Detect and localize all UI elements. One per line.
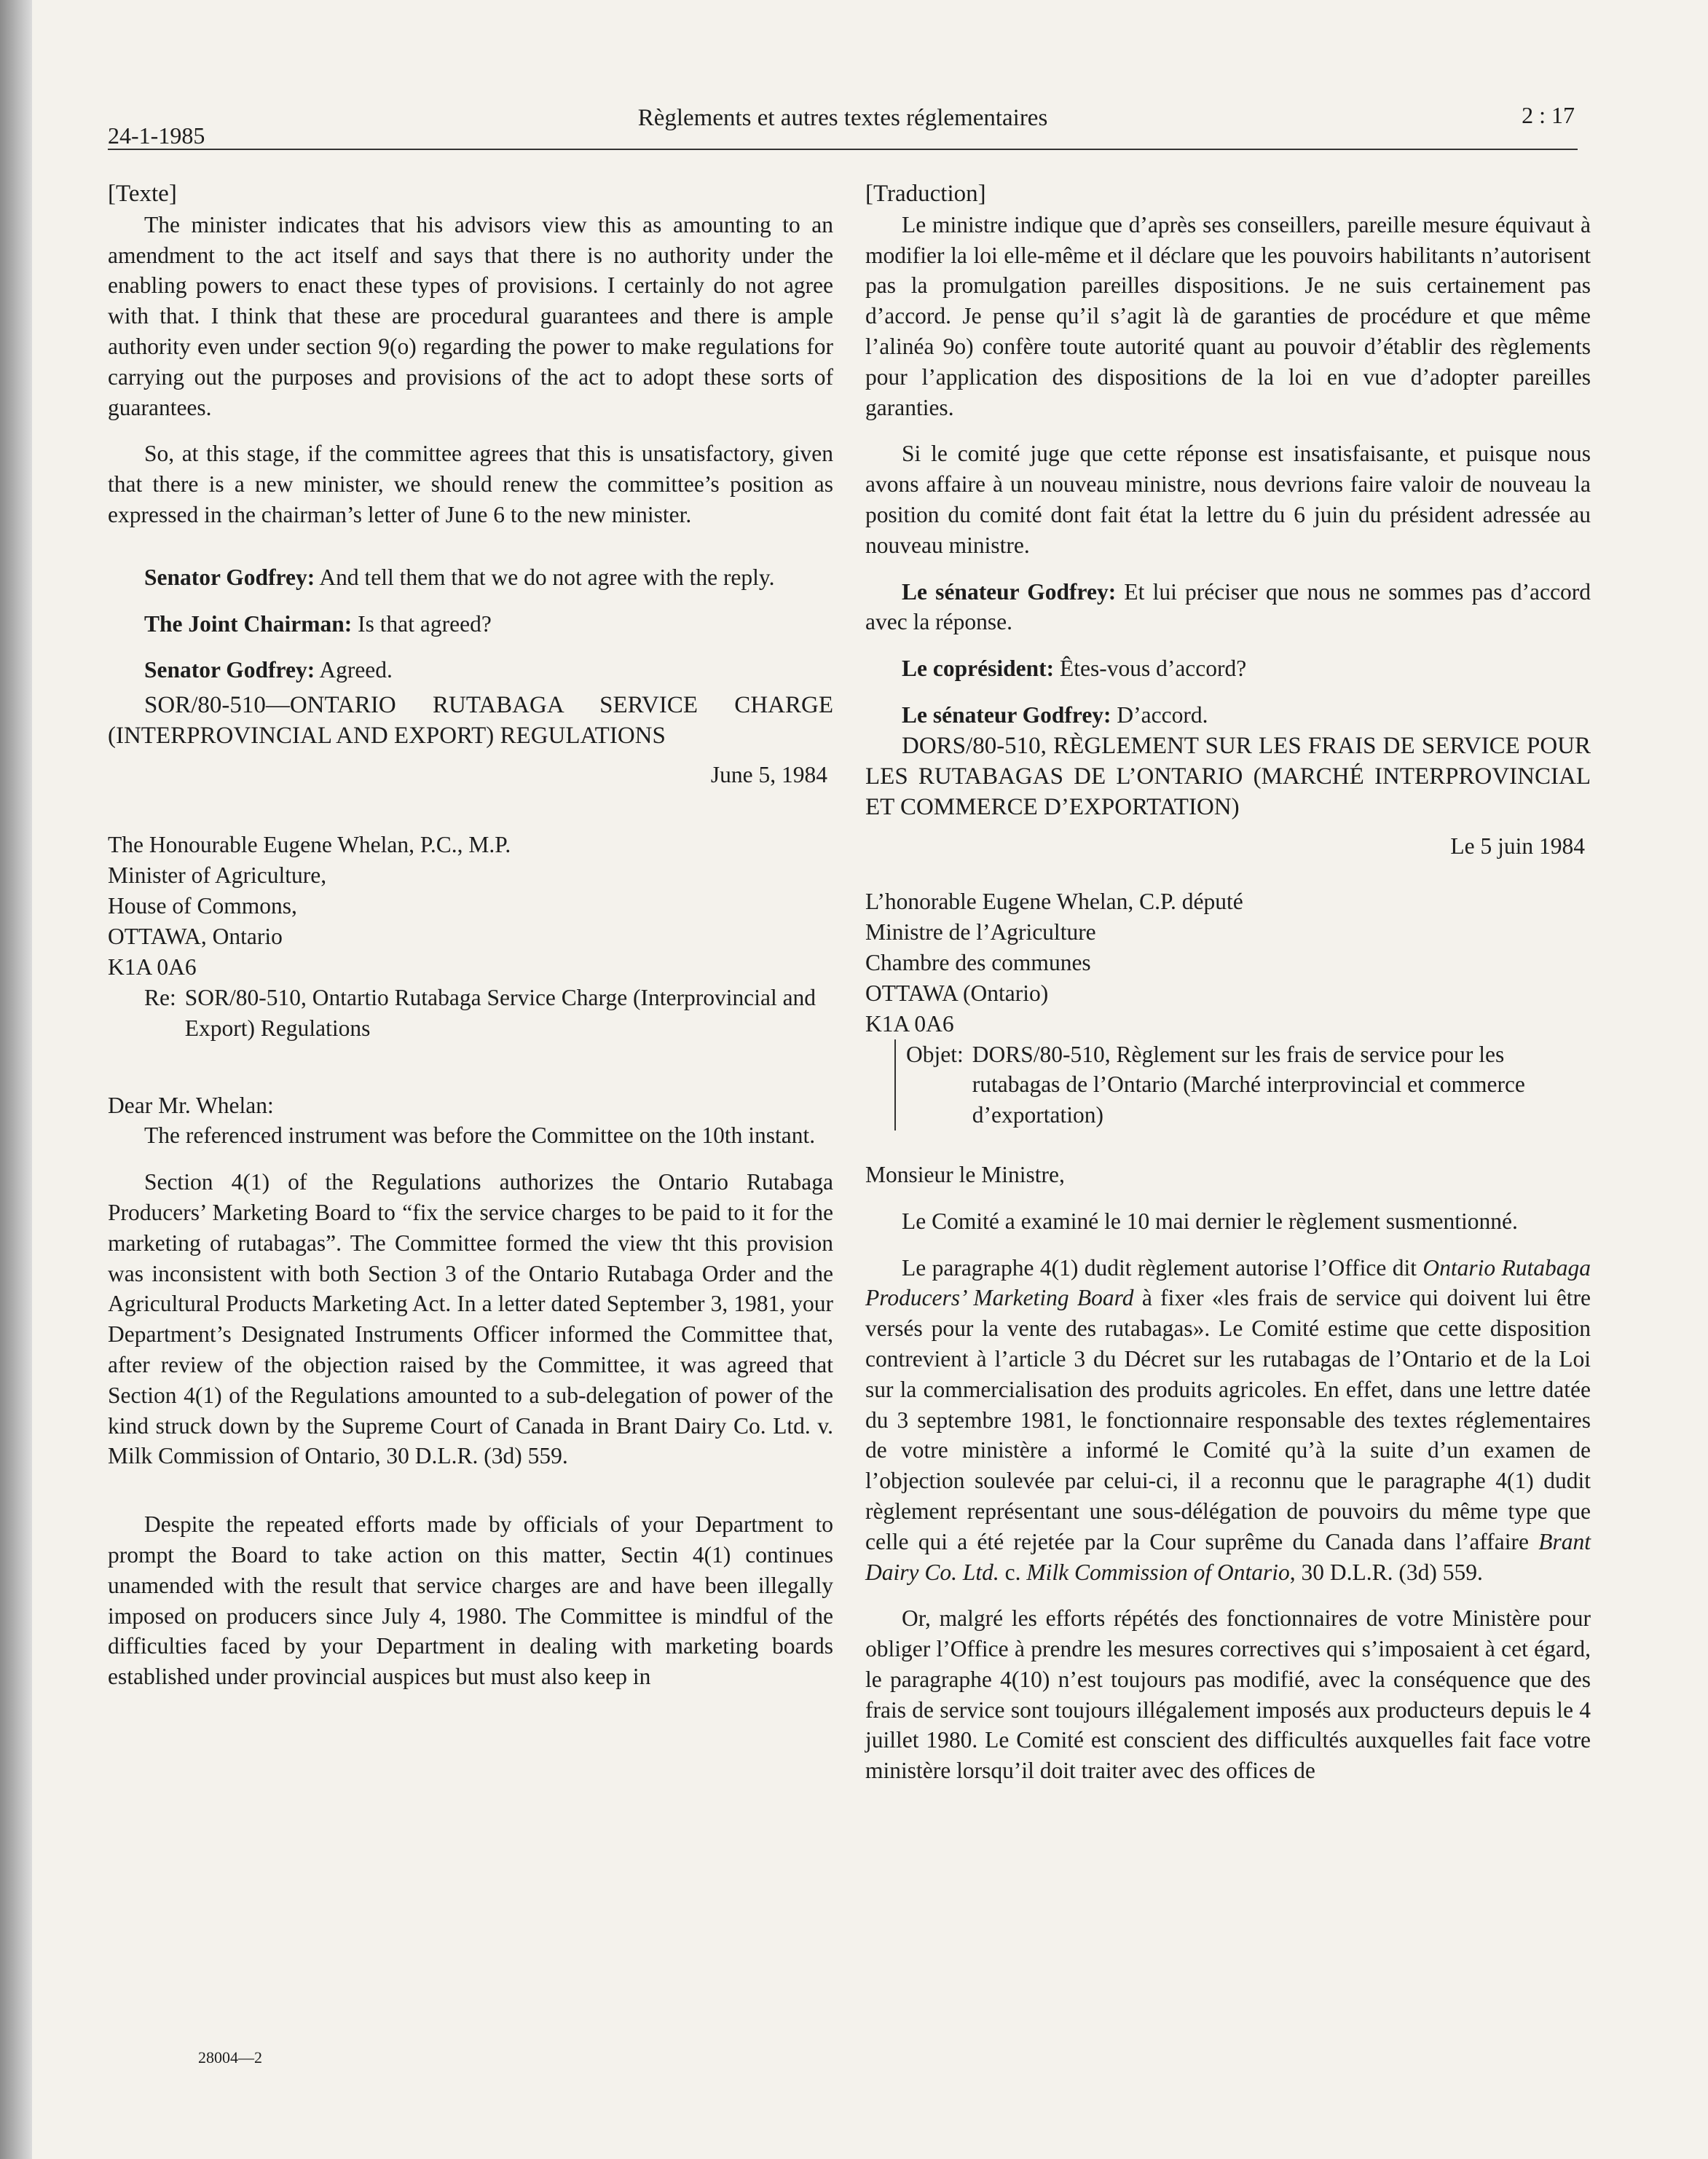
paragraph: The minister indicates that his advisors view this as amounting to an amendment to the act itself and says that there is no authority under the enabling powers to enact these types of provisions. I certainly do not agree with that. I think that these are procedural guarantees and there is ample authority even under section 9(o) regarding the power to make regulations for carrying out the purposes and provisions of the act to adopt these sorts of guarantees. — [108, 211, 833, 420]
header-date: 24-1-1985 — [108, 122, 205, 149]
address-block: The Honourable Eugene Whelan, P.C., M.P. Minister of Agriculture, House of Commons, OTTAWA, Ontario K1A 0A6 — [108, 831, 511, 980]
letter-date: June 5, 1984 — [710, 762, 827, 788]
speaker-line: Le sénateur Godfrey: D’accord. — [902, 701, 1208, 728]
subject-line: Objet: DORS/80-510, Règlement sur les frais de service pour les rutabagas de l’Ontario (Marché interprovincial et commerce d’exportation) — [894, 1039, 1591, 1130]
paragraph: Despite the repeated efforts made by officials of your Department to prompt the Board to take action on this matter, Sectin 4(1) continues unamended with the result that service charges are and have been illegally imposed on producers since July 4, 1980. The Committee is mindful of the difficulties faced by your Department in dealing with marketing boards established under provincial auspices but must also keep in — [108, 1511, 833, 1690]
salutation: Dear Mr. Whelan: — [108, 1092, 274, 1118]
paragraph: Or, malgré les efforts répétés des fonctionnaires de votre Ministère pour obliger l’Office à prendre les mesures correctives qui s’imposaient à cet égard, le paragraphe 4(10) n’est toujours pas modifié, avec la conséquence que des frais de service sont toujours illégalement imposés aux producteurs depuis le 4 juillet 1980. Le Comité est conscient des difficultés auxquelles fait face votre ministère lorsqu’il doit traiter avec des offices de — [865, 1605, 1591, 1784]
paragraph: Le paragraphe 4(1) dudit règlement autorise l’Office dit Ontario Rutabaga Producers’ Marketing Board à fixer «les frais de service qui doivent lui être versés pour la vente des rutabagas». Le Comité estime que cette disposition contrevient à l’article 3 du Décret sur les rutabagas de l’Ontario et de la Loi sur la commercialisation des produits agricoles. En effet, dans une lettre datée du 3 septembre 1981, le fonctionnaire responsable des textes réglementaires de votre ministère a informé le Comité qu’à la suite d’un examen de l’objection soulevée par celui-ci, il a reconnu que le paragraphe 4(1) dudit règlement représentant une sous-délégation de pouvoirs du même type que celle qui a été rejetée par la Cour suprême du Canada dans l’affaire Brant Dairy Co. Ltd. c. Milk Commission of Ontario, 30 D.L.R. (3d) 559. — [865, 1254, 1591, 1585]
address-block: L’honorable Eugene Whelan, C.P. député Ministre de l’Agriculture Chambre des communes OTTAWA (Ontario) K1A 0A6 — [865, 888, 1243, 1037]
speaker-name: Le coprésident: — [902, 656, 1055, 682]
letter-date: Le 5 juin 1984 — [1450, 833, 1585, 859]
paragraph: Si le comité juge que cette réponse est insatisfaisante, et puisque nous avons affaire à un nouveau ministre, nous devrions faire valoir de nouveau la position du comité dont fait état la lettre du 6 juin du président adressée au nouveau ministre. — [865, 441, 1591, 558]
speaker-line: Le sénateur Godfrey: Et lui préciser que nous ne sommes pas d’accord avec la réponse. — [865, 578, 1591, 635]
section-tag: [Traduction] — [865, 181, 986, 207]
speaker-name: Le sénateur Godfrey: — [902, 578, 1117, 605]
paragraph: Section 4(1) of the Regulations authorizes the Ontario Rutabaga Producers’ Marketing Board to “fix the service charges to be paid to it for the marketing of rutabagas”. The Committee formed the view tht this provision was inconsistent with both Section 3 of the Ontario Rutabaga Order and the Agricultural Products Marketing Act. In a letter dated September 3, 1981, your Department’s Designated Instruments Officer informed the Committee that, after review of the objection raised by the Committee, it was agreed that Section 4(1) of the Regulations amounted to a sub-delegation of power of the kind struck down by the Supreme Court of Canada in Brant Dairy Co. Ltd. v. Milk Commission of Ontario, 30 D.L.R. (3d) 559. — [108, 1169, 833, 1469]
speaker-line: Senator Godfrey: And tell them that we do not agree with the reply. — [144, 564, 775, 590]
speaker-name: Senator Godfrey: — [144, 657, 315, 683]
running-header — [108, 102, 1578, 150]
section-tag: [Texte] — [108, 181, 177, 207]
subject-line: Re: SOR/80-510, Ontartio Rutabaga Service Charge (Interprovincial and Export) Regulations — [144, 984, 816, 1041]
paragraph: Le Comité a examiné le 10 mai dernier le règlement susmentionné. — [902, 1208, 1518, 1234]
speaker-line: Senator Godfrey: Agreed. — [144, 657, 393, 683]
french-column — [865, 179, 1591, 1786]
speaker-line: Le coprésident: Êtes-vous d’accord? — [902, 656, 1247, 682]
section-heading: DORS/80-510, RÈGLEMENT SUR LES FRAIS DE SERVICE POUR LES RUTABAGAS DE L’ONTARIO (MARCHÉ INTERPROVINCIAL ET COMMERCE D’EXPORTATION) — [865, 732, 1591, 820]
speaker-name: Le sénateur Godfrey: — [902, 701, 1111, 728]
speaker-name: Senator Godfrey: — [144, 564, 315, 590]
footer-code: 28004—2 — [198, 2048, 262, 2066]
speaker-line: The Joint Chairman: Is that agreed? — [144, 610, 492, 637]
paragraph: The referenced instrument was before the Committee on the 10th instant. — [144, 1122, 816, 1149]
header-page-number: 2 : 17 — [1522, 102, 1575, 128]
section-heading: SOR/80-510—ONTARIO RUTABAGA SERVICE CHARGE (INTERPROVINCIAL AND EXPORT) REGULATIONS — [108, 692, 833, 750]
header-title: Règlements et autres textes réglementaires — [637, 105, 1048, 131]
binding-edge — [0, 0, 32, 2159]
speaker-name: The Joint Chairman: — [144, 610, 353, 637]
paragraph: So, at this stage, if the committee agrees that this is unsatisfactory, given that there is a new minister, we should renew the committee’s position as expressed in the chairman’s letter of June 6 to the new minister. — [108, 441, 833, 527]
english-column — [108, 179, 833, 1692]
salutation: Monsieur le Ministre, — [865, 1161, 1065, 1187]
paragraph: Le ministre indique que d’après ses conseillers, pareille mesure équivaut à modifier la loi elle-même et il déclare que les pouvoirs habilitants n’autorisent pas la promulgation pareilles dispositions. Je ne suis certainement pas d’accord. Je pense qu’il s’agit là de garanties de procédure et que même l’alinéa 9o) confère toute autorité quant au pouvoir d’établir des règlements pour l’application des dispositions de la loi en vue d’adopter pareilles garanties. — [865, 211, 1591, 420]
